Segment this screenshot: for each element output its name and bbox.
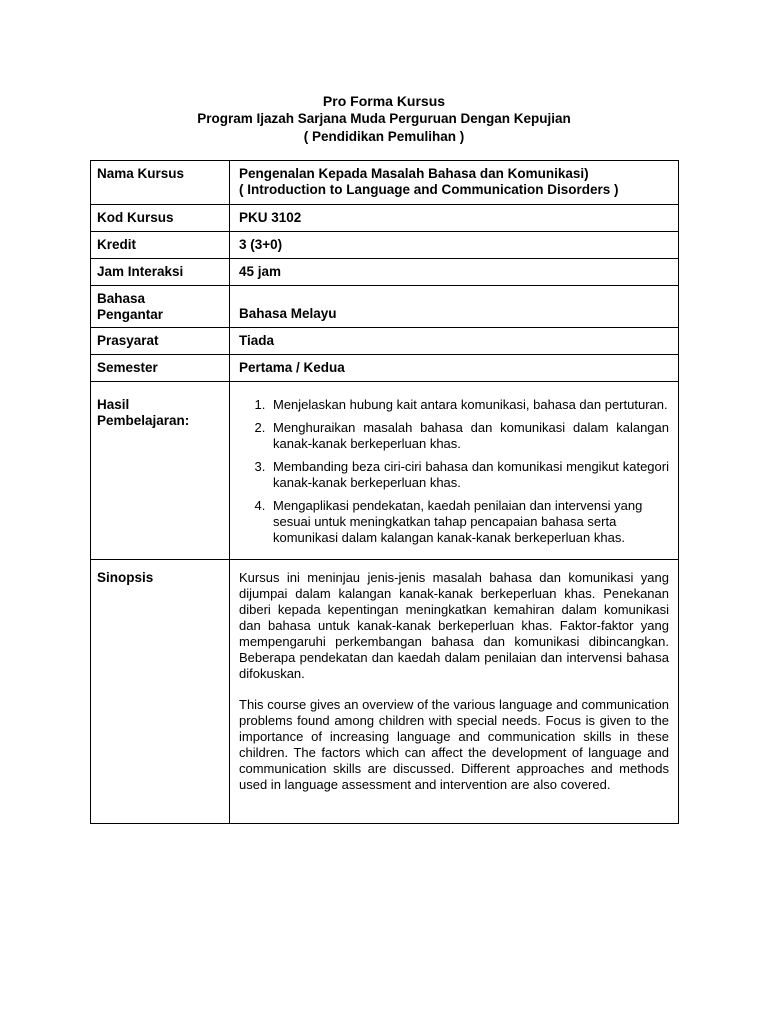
label-prasyarat: Prasyarat <box>91 328 230 355</box>
learning-outcome-item: 3. Membanding beza ciri-ciri bahasa dan komunikasi mengikut kategori kanak-kanak berkeperluan khas. <box>269 459 669 491</box>
row-prasyarat <box>91 328 679 355</box>
learning-outcome-item: 4. Mengaplikasi pendekatan, kaedah penilaian dan intervensi yang sesuai untuk meningkatkan tahap pencapaian bahasa serta komunikasi dalam kalangan kanak-kanak berkeperluan khas. <box>269 498 669 546</box>
row-bahasa-pengantar <box>91 286 679 328</box>
program-name: Program Ijazah Sarjana Muda Perguruan Dengan Kepujian <box>197 111 571 126</box>
label-hasil-line2: Pembelajaran: <box>97 413 190 428</box>
course-proforma-table <box>90 160 679 824</box>
program-specialization: ( Pendidikan Pemulihan ) <box>303 129 465 144</box>
value-sinopsis <box>230 560 679 824</box>
label-semester: Semester <box>91 355 230 382</box>
label-hasil-pembelajaran <box>91 382 230 560</box>
row-hasil-pembelajaran <box>91 382 679 560</box>
value-bahasa-pengantar <box>230 286 679 328</box>
label-jam-interaksi: Jam Interaksi <box>91 259 230 286</box>
value-prasyarat: Tiada <box>230 328 679 355</box>
document-title: Pro Forma Kursus <box>322 93 446 109</box>
label-nama-kursus: Nama Kursus <box>91 161 230 205</box>
value-kredit: 3 (3+0) <box>230 232 679 259</box>
value-nama-kursus <box>230 161 679 205</box>
label-bahasa-pengantar <box>91 286 230 328</box>
synopsis-malay: Kursus ini meninjau jenis-jenis masalah bahasa dan komunikasi yang dijumpai dalam kalangan kanak-kanak berkeperluan khas. Penekanan diberi kepada kepentingan meningkatkan kemahiran dalam komunikasi dan bahasa untuk kanak-kanak berkeperluan khas. Faktor-faktor yang mempengaruhi perkembangan bahasa dan komunikasi dibincangkan. Beberapa pendekatan dan kaedah dalam penilaian dan intervensi bahasa difokuskan. <box>239 570 669 681</box>
row-semester <box>91 355 679 382</box>
course-name-english: ( Introduction to Language and Communication Disorders ) <box>239 182 619 197</box>
learning-outcome-item: 2. Menghuraikan masalah bahasa dan komunikasi dalam kalangan kanak-kanak berkeperluan khas. <box>269 420 669 452</box>
value-hasil-pembelajaran <box>230 382 679 560</box>
value-semester: Pertama / Kedua <box>230 355 679 382</box>
row-kredit <box>91 232 679 259</box>
document-header <box>0 93 768 145</box>
row-sinopsis <box>91 560 679 824</box>
synopsis-english: This course gives an overview of the various language and communication problems found among children with special needs. Focus is given to the importance of increasing language and communication skills in these children. The factors which can affect the development of language and communication skills are discussed. Different approaches and methods used in language assessment and intervention are also covered. <box>239 697 669 792</box>
row-jam-interaksi <box>91 259 679 286</box>
learning-outcome-item: 1. Menjelaskan hubung kait antara komunikasi, bahasa dan pertuturan. <box>269 397 669 413</box>
value-kod-kursus: PKU 3102 <box>230 205 679 232</box>
row-nama-kursus <box>91 161 679 205</box>
label-hasil-line1: Hasil <box>97 397 130 412</box>
language-of-instruction: Bahasa Melayu <box>239 306 337 321</box>
value-jam-interaksi: 45 jam <box>230 259 679 286</box>
label-kod-kursus: Kod Kursus <box>91 205 230 232</box>
label-bahasa-line1: Bahasa <box>97 291 146 306</box>
label-bahasa-line2: Pengantar <box>97 307 164 322</box>
label-kredit: Kredit <box>91 232 230 259</box>
label-sinopsis: Sinopsis <box>91 560 230 824</box>
learning-outcomes-list <box>239 397 669 546</box>
row-kod-kursus <box>91 205 679 232</box>
course-name-malay: Pengenalan Kepada Masalah Bahasa dan Komunikasi) <box>239 166 589 181</box>
